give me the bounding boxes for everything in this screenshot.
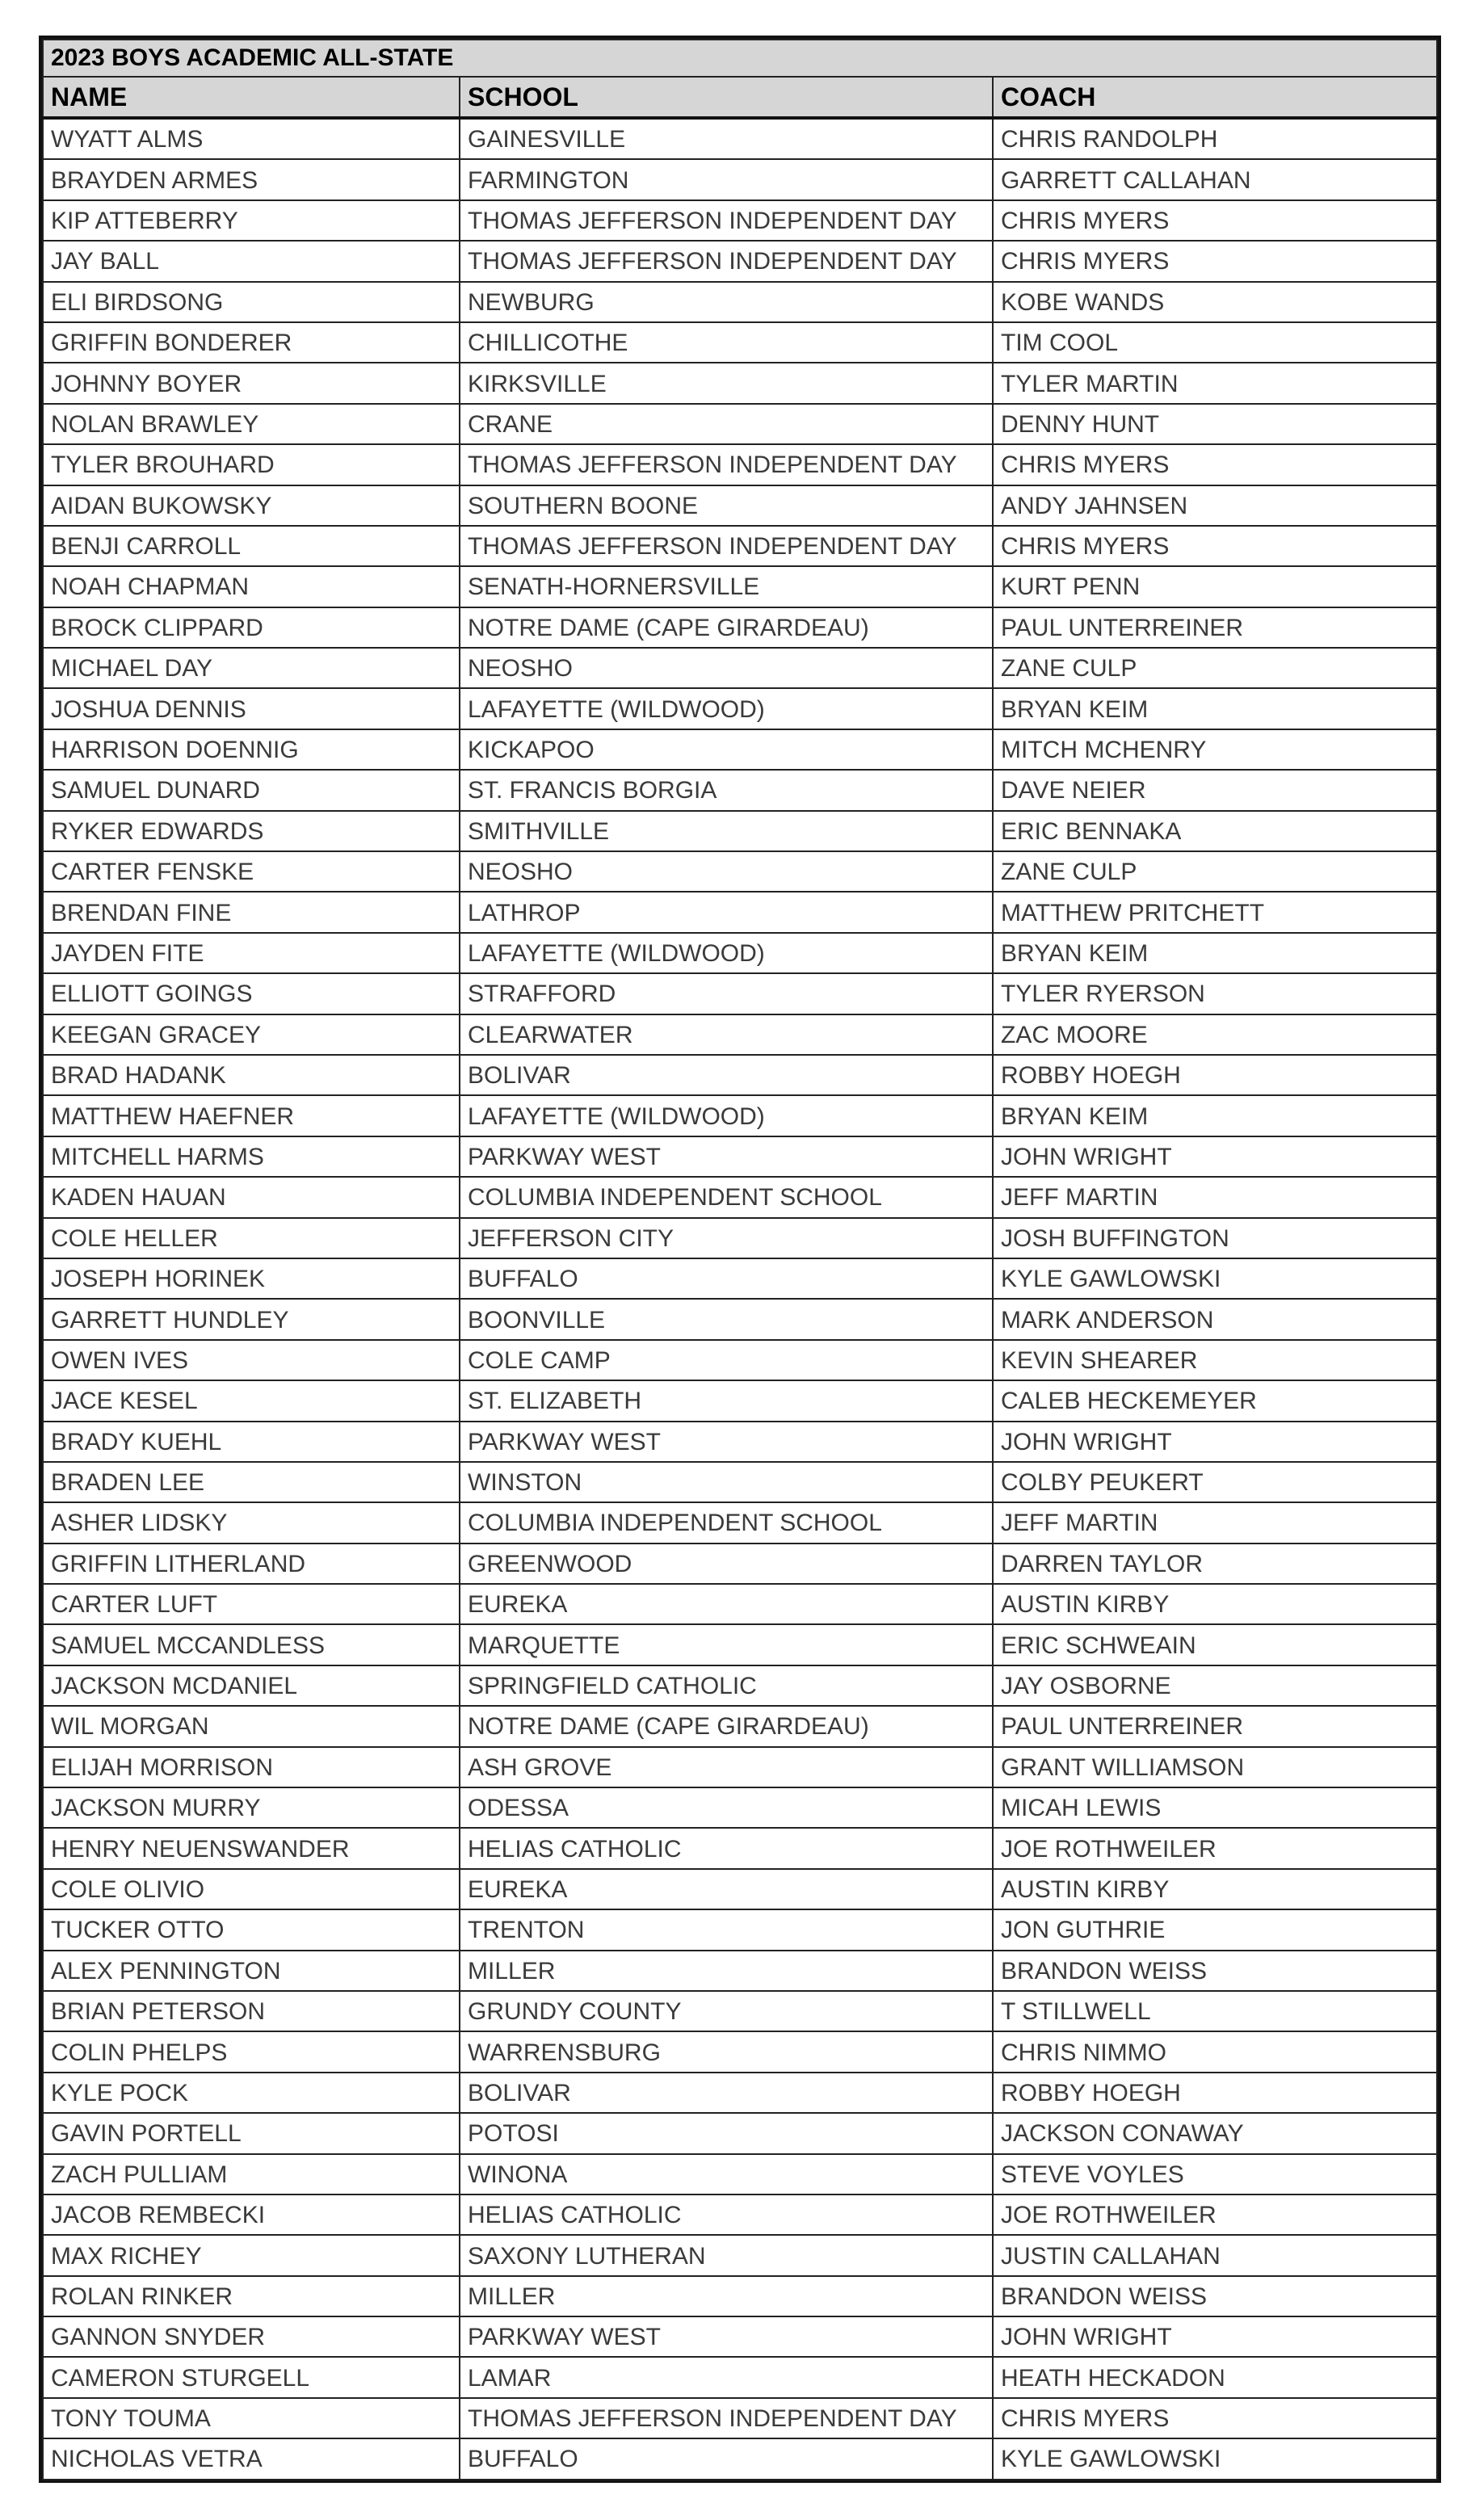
school-cell: WINSTON [460,1462,993,1502]
school-cell: MARQUETTE [460,1624,993,1665]
name-cell: BRADY KUEHL [43,1422,460,1462]
name-cell: ELLIOTT GOINGS [43,973,460,1014]
coach-cell: STEVE VOYLES [993,2154,1437,2194]
name-cell: SAMUEL DUNARD [43,770,460,810]
table-row [43,1951,1437,1991]
school-cell: NOTRE DAME (CAPE GIRARDEAU) [460,607,993,648]
table-row [43,1991,1437,2031]
name-cell: BRADEN LEE [43,1462,460,1502]
name-cell: COLE HELLER [43,1218,460,1258]
coach-cell: JOHN WRIGHT [993,1422,1437,1462]
school-cell: FARMINGTON [460,159,993,200]
coach-cell: MITCH MCHENRY [993,729,1437,770]
coach-cell: TIM COOL [993,322,1437,363]
table-row [43,607,1437,648]
all-state-sheet [39,36,1441,2483]
school-cell: SMITHVILLE [460,811,993,851]
name-cell: GRIFFIN LITHERLAND [43,1544,460,1584]
coach-cell: KEVIN SHEARER [993,1340,1437,1380]
name-cell: JACKSON MURRY [43,1787,460,1828]
name-cell: HARRISON DOENNIG [43,729,460,770]
school-cell: EUREKA [460,1584,993,1624]
table-row [43,2438,1437,2479]
table-row [43,2276,1437,2316]
name-cell: WYATT ALMS [43,118,460,159]
table-row [43,811,1437,851]
name-cell: ELI BIRDSONG [43,282,460,322]
table-row [43,1014,1437,1055]
table-row [43,404,1437,444]
coach-cell: AUSTIN KIRBY [993,1584,1437,1624]
school-cell: KICKAPOO [460,729,993,770]
name-cell: MITCHELL HARMS [43,1136,460,1177]
table-row [43,1340,1437,1380]
table-row [43,118,1437,159]
school-cell: SAXONY LUTHERAN [460,2235,993,2275]
coach-cell: GRANT WILLIAMSON [993,1747,1437,1787]
table-row [43,444,1437,485]
name-cell: JACOB REMBECKI [43,2194,460,2235]
coach-cell: TYLER MARTIN [993,363,1437,403]
name-cell: NICHOLAS VETRA [43,2438,460,2479]
name-cell: MAX RICHEY [43,2235,460,2275]
table-row [43,282,1437,322]
coach-cell: ANDY JAHNSEN [993,485,1437,526]
coach-cell: BRANDON WEISS [993,1951,1437,1991]
table-row [43,1787,1437,1828]
school-cell: LATHROP [460,892,993,932]
school-cell: EUREKA [460,1869,993,1909]
school-cell: SOUTHERN BOONE [460,485,993,526]
coach-cell: CHRIS MYERS [993,241,1437,281]
table-row [43,973,1437,1014]
table-row [43,1909,1437,1950]
name-cell: COLE OLIVIO [43,1869,460,1909]
school-cell: THOMAS JEFFERSON INDEPENDENT DAY [460,2398,993,2438]
table-row [43,2113,1437,2153]
school-cell: NOTRE DAME (CAPE GIRARDEAU) [460,1706,993,1746]
coach-cell: CHRIS NIMMO [993,2031,1437,2072]
coach-cell: CHRIS MYERS [993,200,1437,241]
name-cell: JOSHUA DENNIS [43,688,460,729]
coach-cell: MARK ANDERSON [993,1299,1437,1339]
table-row [43,1706,1437,1746]
name-cell: GRIFFIN BONDERER [43,322,460,363]
school-cell: COLUMBIA INDEPENDENT SCHOOL [460,1502,993,1543]
coach-cell: ROBBY HOEGH [993,1055,1437,1095]
school-cell: POTOSI [460,2113,993,2153]
name-cell: ALEX PENNINGTON [43,1951,460,1991]
name-cell: MATTHEW HAEFNER [43,1095,460,1136]
name-cell: ZACH PULLIAM [43,2154,460,2194]
coach-cell: AUSTIN KIRBY [993,1869,1437,1909]
school-cell: NEOSHO [460,851,993,892]
school-cell: MILLER [460,2276,993,2316]
coach-cell: KOBE WANDS [993,282,1437,322]
name-cell: ELIJAH MORRISON [43,1747,460,1787]
school-cell: CLEARWATER [460,1014,993,1055]
coach-cell: DAVE NEIER [993,770,1437,810]
name-cell: BRENDAN FINE [43,892,460,932]
coach-cell: T STILLWELL [993,1991,1437,2031]
table-row [43,526,1437,566]
school-cell: WARRENSBURG [460,2031,993,2072]
school-cell: BOLIVAR [460,1055,993,1095]
school-cell: GREENWOOD [460,1544,993,1584]
coach-cell: JOSH BUFFINGTON [993,1218,1437,1258]
school-cell: PARKWAY WEST [460,1136,993,1177]
coach-cell: MATTHEW PRITCHETT [993,892,1437,932]
name-cell: KYLE POCK [43,2073,460,2113]
name-cell: KEEGAN GRACEY [43,1014,460,1055]
coach-cell: BRANDON WEISS [993,2276,1437,2316]
school-cell: BOONVILLE [460,1299,993,1339]
name-cell: BRAD HADANK [43,1055,460,1095]
school-cell: BUFFALO [460,2438,993,2479]
school-cell: NEOSHO [460,648,993,688]
school-cell: BUFFALO [460,1258,993,1299]
table-row [43,2194,1437,2235]
name-cell: BRAYDEN ARMES [43,159,460,200]
school-cell: LAMAR [460,2357,993,2397]
table-row [43,1624,1437,1665]
table-row [43,1095,1437,1136]
school-cell: GAINESVILLE [460,118,993,159]
table-row [43,1299,1437,1339]
coach-cell: PAUL UNTERREINER [993,1706,1437,1746]
school-cell: TRENTON [460,1909,993,1950]
table-row [43,1177,1437,1217]
name-cell: JACKSON MCDANIEL [43,1665,460,1706]
table-row [43,648,1437,688]
coach-cell: CHRIS MYERS [993,526,1437,566]
name-cell: JOHNNY BOYER [43,363,460,403]
table-row [43,2398,1437,2438]
name-cell: GAVIN PORTELL [43,2113,460,2153]
coach-cell: ERIC BENNAKA [993,811,1437,851]
column-header-school: SCHOOL [460,77,993,118]
school-cell: SENATH-HORNERSVILLE [460,566,993,607]
school-cell: THOMAS JEFFERSON INDEPENDENT DAY [460,526,993,566]
table-body [43,118,1437,2480]
name-cell: RYKER EDWARDS [43,811,460,851]
table-row [43,892,1437,932]
name-cell: JAYDEN FITE [43,933,460,973]
coach-cell: JEFF MARTIN [993,1502,1437,1543]
coach-cell: JUSTIN CALLAHAN [993,2235,1437,2275]
school-cell: THOMAS JEFFERSON INDEPENDENT DAY [460,444,993,485]
name-cell: CARTER FENSKE [43,851,460,892]
school-cell: THOMAS JEFFERSON INDEPENDENT DAY [460,200,993,241]
name-cell: BENJI CARROLL [43,526,460,566]
name-cell: CAMERON STURGELL [43,2357,460,2397]
table-row [43,933,1437,973]
name-cell: JOSEPH HORINEK [43,1258,460,1299]
school-cell: NEWBURG [460,282,993,322]
name-cell: TUCKER OTTO [43,1909,460,1950]
school-cell: CRANE [460,404,993,444]
coach-cell: PAUL UNTERREINER [993,607,1437,648]
coach-cell: MICAH LEWIS [993,1787,1437,1828]
school-cell: MILLER [460,1951,993,1991]
school-cell: HELIAS CATHOLIC [460,2194,993,2235]
name-cell: NOAH CHAPMAN [43,566,460,607]
name-cell: GANNON SNYDER [43,2316,460,2357]
school-cell: PARKWAY WEST [460,1422,993,1462]
school-cell: COLUMBIA INDEPENDENT SCHOOL [460,1177,993,1217]
name-cell: GARRETT HUNDLEY [43,1299,460,1339]
coach-cell: HEATH HECKADON [993,2357,1437,2397]
school-cell: PARKWAY WEST [460,2316,993,2357]
school-cell: SPRINGFIELD CATHOLIC [460,1665,993,1706]
coach-cell: ERIC SCHWEAIN [993,1624,1437,1665]
school-cell: GRUNDY COUNTY [460,1991,993,2031]
school-cell: THOMAS JEFFERSON INDEPENDENT DAY [460,241,993,281]
table-row [43,1747,1437,1787]
table-row [43,2073,1437,2113]
school-cell: BOLIVAR [460,2073,993,2113]
school-cell: LAFAYETTE (WILDWOOD) [460,933,993,973]
name-cell: JAY BALL [43,241,460,281]
coach-cell: BRYAN KEIM [993,688,1437,729]
table-row [43,363,1437,403]
name-cell: AIDAN BUKOWSKY [43,485,460,526]
coach-cell: JOE ROTHWEILER [993,1828,1437,1868]
table-row [43,1380,1437,1421]
table-row [43,200,1437,241]
table-row [43,1422,1437,1462]
roster-table [42,39,1438,2480]
coach-cell: JACKSON CONAWAY [993,2113,1437,2153]
table-row [43,566,1437,607]
name-cell: OWEN IVES [43,1340,460,1380]
column-header-coach: COACH [993,77,1437,118]
table-row [43,1258,1437,1299]
coach-cell: GARRETT CALLAHAN [993,159,1437,200]
school-cell: ST. FRANCIS BORGIA [460,770,993,810]
name-cell: KIP ATTEBERRY [43,200,460,241]
coach-cell: JOHN WRIGHT [993,1136,1437,1177]
coach-cell: ROBBY HOEGH [993,2073,1437,2113]
table-row [43,2235,1437,2275]
column-header-name: NAME [43,77,460,118]
school-cell: WINONA [460,2154,993,2194]
coach-cell: JOHN WRIGHT [993,2316,1437,2357]
name-cell: TONY TOUMA [43,2398,460,2438]
table-row [43,1544,1437,1584]
table-row [43,1665,1437,1706]
table-row [43,729,1437,770]
coach-cell: COLBY PEUKERT [993,1462,1437,1502]
coach-cell: ZANE CULP [993,851,1437,892]
name-cell: KADEN HAUAN [43,1177,460,1217]
school-cell: HELIAS CATHOLIC [460,1828,993,1868]
table-row [43,2154,1437,2194]
table-row [43,2316,1437,2357]
header-row [43,77,1437,118]
coach-cell: CALEB HECKEMEYER [993,1380,1437,1421]
table-row [43,688,1437,729]
table-row [43,2357,1437,2397]
coach-cell: CHRIS RANDOLPH [993,118,1437,159]
coach-cell: CHRIS MYERS [993,444,1437,485]
name-cell: CARTER LUFT [43,1584,460,1624]
name-cell: BROCK CLIPPARD [43,607,460,648]
table-row [43,770,1437,810]
school-cell: STRAFFORD [460,973,993,1014]
school-cell: ST. ELIZABETH [460,1380,993,1421]
name-cell: HENRY NEUENSWANDER [43,1828,460,1868]
coach-cell: BRYAN KEIM [993,933,1437,973]
coach-cell: KYLE GAWLOWSKI [993,2438,1437,2479]
coach-cell: TYLER RYERSON [993,973,1437,1014]
coach-cell: DENNY HUNT [993,404,1437,444]
table-row [43,2031,1437,2072]
coach-cell: CHRIS MYERS [993,2398,1437,2438]
school-cell: CHILLICOTHE [460,322,993,363]
name-cell: BRIAN PETERSON [43,1991,460,2031]
coach-cell: DARREN TAYLOR [993,1544,1437,1584]
name-cell: MICHAEL DAY [43,648,460,688]
name-cell: ASHER LIDSKY [43,1502,460,1543]
school-cell: LAFAYETTE (WILDWOOD) [460,1095,993,1136]
table-row [43,241,1437,281]
name-cell: TYLER BROUHARD [43,444,460,485]
table-row [43,1502,1437,1543]
coach-cell: JAY OSBORNE [993,1665,1437,1706]
sheet-title: 2023 BOYS ACADEMIC ALL-STATE [43,40,1437,77]
school-cell: ASH GROVE [460,1747,993,1787]
coach-cell: ZAC MOORE [993,1014,1437,1055]
school-cell: LAFAYETTE (WILDWOOD) [460,688,993,729]
coach-cell: KURT PENN [993,566,1437,607]
table-row [43,1869,1437,1909]
table-row [43,159,1437,200]
coach-cell: JOE ROTHWEILER [993,2194,1437,2235]
coach-cell: KYLE GAWLOWSKI [993,1258,1437,1299]
coach-cell: JON GUTHRIE [993,1909,1437,1950]
table-row [43,1218,1437,1258]
name-cell: ROLAN RINKER [43,2276,460,2316]
table-row [43,1055,1437,1095]
name-cell: NOLAN BRAWLEY [43,404,460,444]
table-row [43,322,1437,363]
table-row [43,1136,1437,1177]
coach-cell: ZANE CULP [993,648,1437,688]
school-cell: KIRKSVILLE [460,363,993,403]
name-cell: WIL MORGAN [43,1706,460,1746]
school-cell: JEFFERSON CITY [460,1218,993,1258]
coach-cell: BRYAN KEIM [993,1095,1437,1136]
table-row [43,851,1437,892]
coach-cell: JEFF MARTIN [993,1177,1437,1217]
name-cell: SAMUEL MCCANDLESS [43,1624,460,1665]
table-row [43,485,1437,526]
table-row [43,1828,1437,1868]
school-cell: COLE CAMP [460,1340,993,1380]
table-row [43,1584,1437,1624]
title-row [43,40,1437,77]
name-cell: JACE KESEL [43,1380,460,1421]
table-row [43,1462,1437,1502]
name-cell: COLIN PHELPS [43,2031,460,2072]
school-cell: ODESSA [460,1787,993,1828]
